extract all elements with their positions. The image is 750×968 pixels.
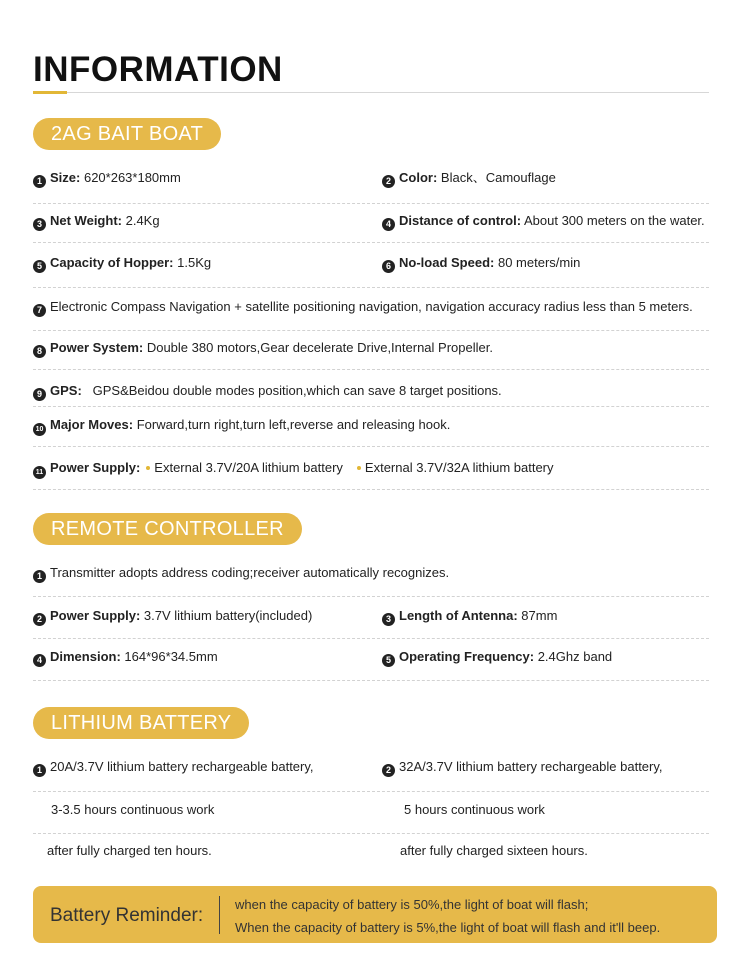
- number-badge: 4: [382, 218, 395, 231]
- spec-value: About 300 meters on the water.: [523, 213, 705, 228]
- row-divider: [33, 638, 709, 639]
- spec-compass: [33, 299, 693, 317]
- spec-frequency: [382, 649, 612, 667]
- row-divider: [33, 596, 709, 597]
- number-badge: 11: [33, 466, 46, 479]
- spec-label: Operating Frequency:: [399, 649, 535, 664]
- spec-value: Black、Camouflage: [440, 170, 556, 185]
- reminder-line-2: When the capacity of battery is 5%,the light of boat will flash and it'll beep.: [235, 920, 661, 935]
- spec-value: 2.4Ghz band: [537, 649, 613, 664]
- battery-reminder-banner: [33, 886, 717, 943]
- number-badge: 1: [33, 764, 46, 777]
- spec-label: Dimension:: [50, 649, 121, 664]
- number-badge: 9: [33, 388, 46, 401]
- number-badge: 7: [33, 304, 46, 317]
- spec-value: Forward,turn right,turn left,reverse and releasing hook.: [136, 417, 451, 432]
- spec-value: 164*96*34.5mm: [124, 649, 218, 664]
- spec-value: Transmitter adopts address coding;receiver automatically recognizes.: [50, 565, 450, 580]
- number-badge: 5: [33, 260, 46, 273]
- spec-value: 620*263*180mm: [83, 170, 181, 185]
- spec-label: Capacity of Hopper:: [50, 255, 174, 270]
- section-heading-bait-boat: 2AG BAIT BOAT: [33, 118, 221, 150]
- number-badge: 2: [382, 764, 395, 777]
- row-divider: [33, 489, 709, 490]
- number-badge: 1: [33, 570, 46, 583]
- number-badge: 8: [33, 345, 46, 358]
- spec-value: 87mm: [521, 608, 558, 623]
- row-divider: [33, 369, 709, 370]
- spec-value: 3.7V lithium battery(included): [143, 608, 313, 623]
- reminder-divider: [219, 896, 220, 934]
- spec-major-moves: [33, 417, 450, 436]
- spec-label: Power Supply:: [50, 608, 141, 623]
- reminder-label: Battery Reminder:: [50, 905, 204, 926]
- spec-value: Electronic Compass Navigation + satellite positioning navigation, navigation accuracy radius less than 5 meters.: [50, 299, 693, 314]
- spec-label: Distance of control:: [399, 213, 522, 228]
- spec-dimension: [33, 649, 218, 667]
- spec-label: Length of Antenna:: [399, 608, 518, 623]
- battery-right-line2: 5 hours continuous work: [404, 802, 545, 817]
- row-divider: [33, 833, 709, 834]
- battery-right-line1: [382, 759, 663, 777]
- row-divider: [33, 203, 709, 204]
- row-divider: [33, 446, 709, 447]
- number-badge: 10: [33, 423, 46, 436]
- spec-speed: [382, 255, 580, 273]
- spec-color: [382, 170, 556, 188]
- row-divider: [33, 406, 709, 407]
- spec-distance: [382, 213, 705, 231]
- row-divider: [33, 680, 709, 681]
- title-divider: [33, 92, 709, 93]
- spec-value: 1.5Kg: [177, 255, 212, 270]
- battery-left-line3: after fully charged ten hours.: [47, 843, 212, 858]
- number-badge: 1: [33, 175, 46, 188]
- row-divider: [33, 791, 709, 792]
- bullet-dot: [146, 466, 150, 470]
- spec-label: Size:: [50, 170, 81, 185]
- number-badge: 3: [33, 218, 46, 231]
- number-badge: 2: [382, 175, 395, 188]
- spec-value: 2.4Kg: [125, 213, 160, 228]
- title-accent-bar: [33, 91, 67, 94]
- spec-label: Power Supply:: [50, 460, 141, 475]
- number-badge: 4: [33, 654, 46, 667]
- row-divider: [33, 330, 709, 331]
- spec-value: GPS&Beidou double modes position,which can save 8 target positions.: [92, 383, 502, 398]
- spec-size: [33, 170, 181, 188]
- number-badge: 6: [382, 260, 395, 273]
- number-badge: 5: [382, 654, 395, 667]
- spec-label: Power System:: [50, 340, 144, 355]
- row-divider: [33, 287, 709, 288]
- spec-gps: [33, 383, 502, 401]
- spec-net-weight: [33, 213, 160, 231]
- spec-hopper: [33, 255, 211, 273]
- spec-label: GPS:: [50, 383, 82, 398]
- spec-transmitter: [33, 565, 449, 583]
- section-heading-lithium-battery: LITHIUM BATTERY: [33, 707, 249, 739]
- spec-value: 32A/3.7V lithium battery rechargeable battery,: [399, 759, 663, 774]
- spec-power-system: [33, 340, 493, 358]
- battery-right-line3: after fully charged sixteen hours.: [400, 843, 588, 858]
- spec-value: 20A/3.7V lithium battery rechargeable battery,: [50, 759, 314, 774]
- spec-value: Double 380 motors,Gear decelerate Drive,Internal Propeller.: [146, 340, 493, 355]
- number-badge: 2: [33, 613, 46, 626]
- spec-value: 80 meters/min: [497, 255, 581, 270]
- spec-value: External 3.7V/20A lithium battery: [154, 460, 343, 475]
- spec-remote-power-supply: [33, 608, 312, 626]
- spec-label: Major Moves:: [50, 417, 134, 432]
- battery-left-line1: [33, 759, 314, 777]
- row-divider: [33, 242, 709, 243]
- section-heading-remote-controller: REMOTE CONTROLLER: [33, 513, 302, 545]
- spec-antenna: [382, 608, 557, 626]
- spec-label: Net Weight:: [50, 213, 122, 228]
- spec-value: External 3.7V/32A lithium battery: [364, 460, 554, 475]
- reminder-line-1: when the capacity of battery is 50%,the light of boat will flash;: [235, 897, 589, 912]
- page-title: INFORMATION: [33, 50, 283, 89]
- bullet-dot: [357, 466, 361, 470]
- spec-label: No-load Speed:: [399, 255, 495, 270]
- number-badge: 3: [382, 613, 395, 626]
- spec-label: Color:: [399, 170, 438, 185]
- battery-left-line2: 3-3.5 hours continuous work: [51, 802, 215, 817]
- spec-power-supply: [33, 460, 554, 479]
